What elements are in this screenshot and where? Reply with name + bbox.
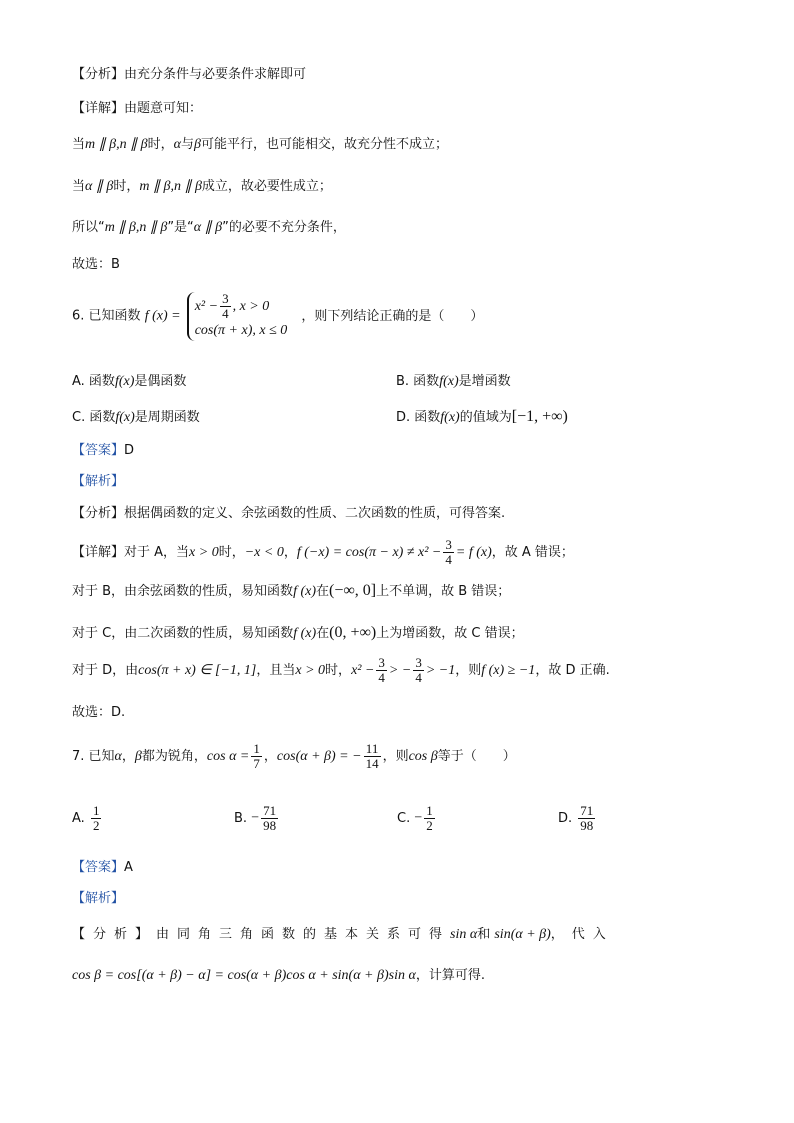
text: 所以“: [72, 220, 105, 235]
text: 可能平行，也可能相交，故充分性不成立；: [200, 137, 448, 152]
text: 是周期函数: [134, 410, 200, 425]
numerator: 1: [253, 741, 260, 756]
fraction: [364, 742, 381, 771]
numerator: 1: [92, 803, 100, 818]
text: 上为增函数，故 C 错误；: [376, 626, 524, 641]
math: = f (x): [455, 545, 492, 560]
fraction: [251, 742, 262, 771]
text: B. 函数: [396, 374, 440, 389]
text: 当: [72, 179, 86, 194]
q6-choose: 故选：D.: [72, 705, 126, 720]
numerator: 71: [580, 803, 594, 818]
q6-detail-4: [72, 656, 610, 685]
fraction: [376, 656, 387, 685]
text: 都为锐角，: [141, 749, 207, 764]
math: −: [251, 810, 260, 826]
text: ，: [283, 545, 297, 560]
text: ，: [263, 749, 277, 764]
denominator: 14: [365, 756, 379, 771]
text: 对于 B，由余弦函数的性质，易知函数: [72, 584, 294, 599]
text: 时，: [113, 179, 140, 194]
q7-analysis-line-2: [72, 967, 485, 985]
answer-tag: 【答案】: [72, 443, 125, 458]
text: 时，: [325, 663, 352, 678]
math: sin α: [450, 927, 478, 942]
math: x² −: [351, 663, 375, 678]
text: ”是“: [167, 220, 194, 235]
math: (0, +∞): [329, 624, 377, 641]
q7-analysis-line-1: [72, 926, 614, 944]
numerator: 11: [364, 742, 381, 757]
math: x > 0: [295, 663, 326, 678]
math: f(x): [114, 374, 135, 389]
text: 【详解】对于 A，当: [72, 545, 190, 560]
math: x > 0: [189, 545, 219, 560]
text: ”的必要不充分条件，: [222, 220, 346, 235]
text: ，故 A 错误；: [491, 545, 574, 560]
math: m ∥ β,n ∥ β: [85, 137, 148, 152]
text: ，计算可得.: [415, 968, 485, 983]
text: 时，: [147, 137, 174, 152]
text: ，代入: [550, 927, 614, 942]
text: 6. 已知函数: [72, 308, 141, 324]
q6-detail-2: [72, 582, 510, 601]
text: 对于 C，由二次函数的性质，易知函数: [72, 626, 294, 641]
math: [−1, +∞): [511, 408, 568, 425]
text: 上不单调，故 B 错误；: [376, 584, 511, 599]
denominator: 98: [580, 818, 594, 833]
text: A. 函数: [72, 374, 115, 389]
numerator: 1: [426, 803, 433, 818]
denominator: 4: [415, 670, 422, 685]
answer-tag: 【答案】: [72, 860, 125, 875]
fraction: [261, 804, 278, 833]
piecewise-case-1: [195, 292, 288, 321]
q7-option-c: [397, 804, 437, 833]
q6-option-d: [396, 406, 568, 426]
math: cos β: [408, 749, 438, 764]
s5-detail-head: 【详解】由题意可知：: [72, 101, 203, 116]
denominator: 2: [426, 818, 433, 833]
math: cos β = cos[(α + β) − α] = cos(α + β)cos α + sin(α + β)sin α: [72, 968, 416, 983]
q6-stem: [72, 292, 483, 341]
fraction: [424, 804, 435, 833]
s5-choose: 故选：B: [72, 257, 120, 272]
q7-jiexi: 【解析】: [72, 891, 125, 906]
math: f (x): [293, 626, 317, 641]
text: 时，: [218, 545, 245, 560]
text: C. 函数: [72, 410, 116, 425]
text: 当: [72, 137, 86, 152]
math: cos(α + β) = −: [276, 749, 362, 764]
fraction: [443, 538, 454, 567]
s5-line-2: [72, 178, 332, 196]
numerator: 3: [378, 655, 385, 670]
text: ，则下列结论正确的是（ ）: [301, 308, 484, 324]
q7-option-a: [72, 804, 103, 833]
math: α ∥ β: [85, 179, 114, 194]
math: cos(π + x) ∈ [−1, 1]: [138, 663, 257, 678]
denominator: 98: [263, 818, 277, 833]
numerator: 3: [445, 537, 452, 552]
text: ，: [121, 749, 135, 764]
math: m ∥ β,n ∥ β: [139, 179, 202, 194]
math: > −1: [425, 663, 456, 678]
q6-option-a: [72, 370, 186, 390]
denominator: 4: [445, 552, 452, 567]
math: f (x): [293, 584, 316, 599]
text: ，则: [382, 749, 409, 764]
option-label: A.: [72, 811, 85, 826]
answer-value: A: [124, 860, 133, 875]
denominator: 2: [92, 818, 100, 833]
numerator: 3: [222, 291, 229, 306]
text: D. 函数: [396, 410, 441, 425]
fraction: [413, 656, 424, 685]
math: f(x): [440, 410, 460, 425]
denominator: 4: [378, 670, 385, 685]
math: f (−x) = cos(π − x) ≠ x² −: [296, 545, 442, 560]
math: f(x): [115, 410, 135, 425]
math: f (x) ≥ −1: [481, 663, 536, 678]
math: β: [193, 137, 201, 152]
text: ，则: [455, 663, 482, 678]
answer-value: D: [124, 443, 135, 458]
q6-detail-1: [72, 538, 574, 567]
math: m ∥ β,n ∥ β: [104, 220, 168, 235]
fraction: [578, 804, 595, 833]
math: f(x): [439, 374, 459, 389]
piecewise-brace: [187, 292, 288, 341]
text: 等于（ ）: [437, 749, 516, 764]
q6-jiexi: 【解析】: [72, 474, 125, 489]
text: 成立，故必要性成立；: [201, 179, 332, 194]
s5-line-1: [72, 136, 448, 154]
math: x² −: [194, 299, 219, 314]
numerator: 71: [263, 803, 277, 818]
math: −: [414, 810, 423, 826]
math: f (x) =: [144, 308, 181, 324]
text: 和: [477, 927, 491, 942]
q6-analysis: 【分析】根据偶函数的定义、余弦函数的性质、二次函数的性质，可得答案.: [72, 506, 506, 521]
text: 的值域为: [459, 410, 512, 425]
math: α ∥ β: [193, 220, 223, 235]
text: 是偶函数: [134, 374, 187, 389]
fraction: [91, 804, 102, 833]
text: 【分析】由同角三角函数的基本关系可得: [72, 927, 451, 942]
text: 7. 已知: [72, 749, 115, 764]
math: α: [173, 137, 181, 152]
text: ，且当: [256, 663, 296, 678]
math: α: [114, 749, 122, 764]
math: (−∞, 0]: [329, 582, 377, 599]
text: 在: [316, 584, 330, 599]
s5-analysis: 【分析】由充分条件与必要条件求解即可: [72, 67, 307, 82]
q7-answer: [72, 859, 133, 877]
q6-answer: [72, 442, 134, 460]
math: −x < 0: [244, 545, 284, 560]
q6-option-b: [396, 370, 511, 390]
denominator: 7: [253, 756, 260, 771]
text: 与: [180, 137, 194, 152]
math: sin(α + β): [494, 927, 551, 942]
math: cos(π + x), x ≤ 0: [194, 323, 288, 338]
option-label: B.: [234, 811, 248, 826]
option-label: D.: [558, 811, 573, 826]
text: ，故 D 正确.: [535, 663, 610, 678]
math: cos α =: [206, 749, 250, 764]
math: > −: [388, 663, 412, 678]
option-label: C.: [397, 811, 411, 826]
s5-line-3: [72, 219, 346, 237]
text: 对于 D，由: [72, 663, 139, 678]
q7-stem: [72, 742, 516, 771]
math: , x > 0: [232, 299, 270, 314]
q7-option-d: [558, 804, 597, 833]
text: 在: [316, 626, 330, 641]
q7-option-b: [234, 804, 280, 833]
numerator: 3: [415, 655, 422, 670]
text: 是增函数: [458, 374, 511, 389]
fraction: [220, 292, 231, 321]
q6-option-c: [72, 406, 200, 426]
q6-detail-3: [72, 624, 524, 643]
math: β: [134, 749, 142, 764]
denominator: 4: [222, 306, 229, 321]
piecewise-case-2: [195, 321, 288, 341]
